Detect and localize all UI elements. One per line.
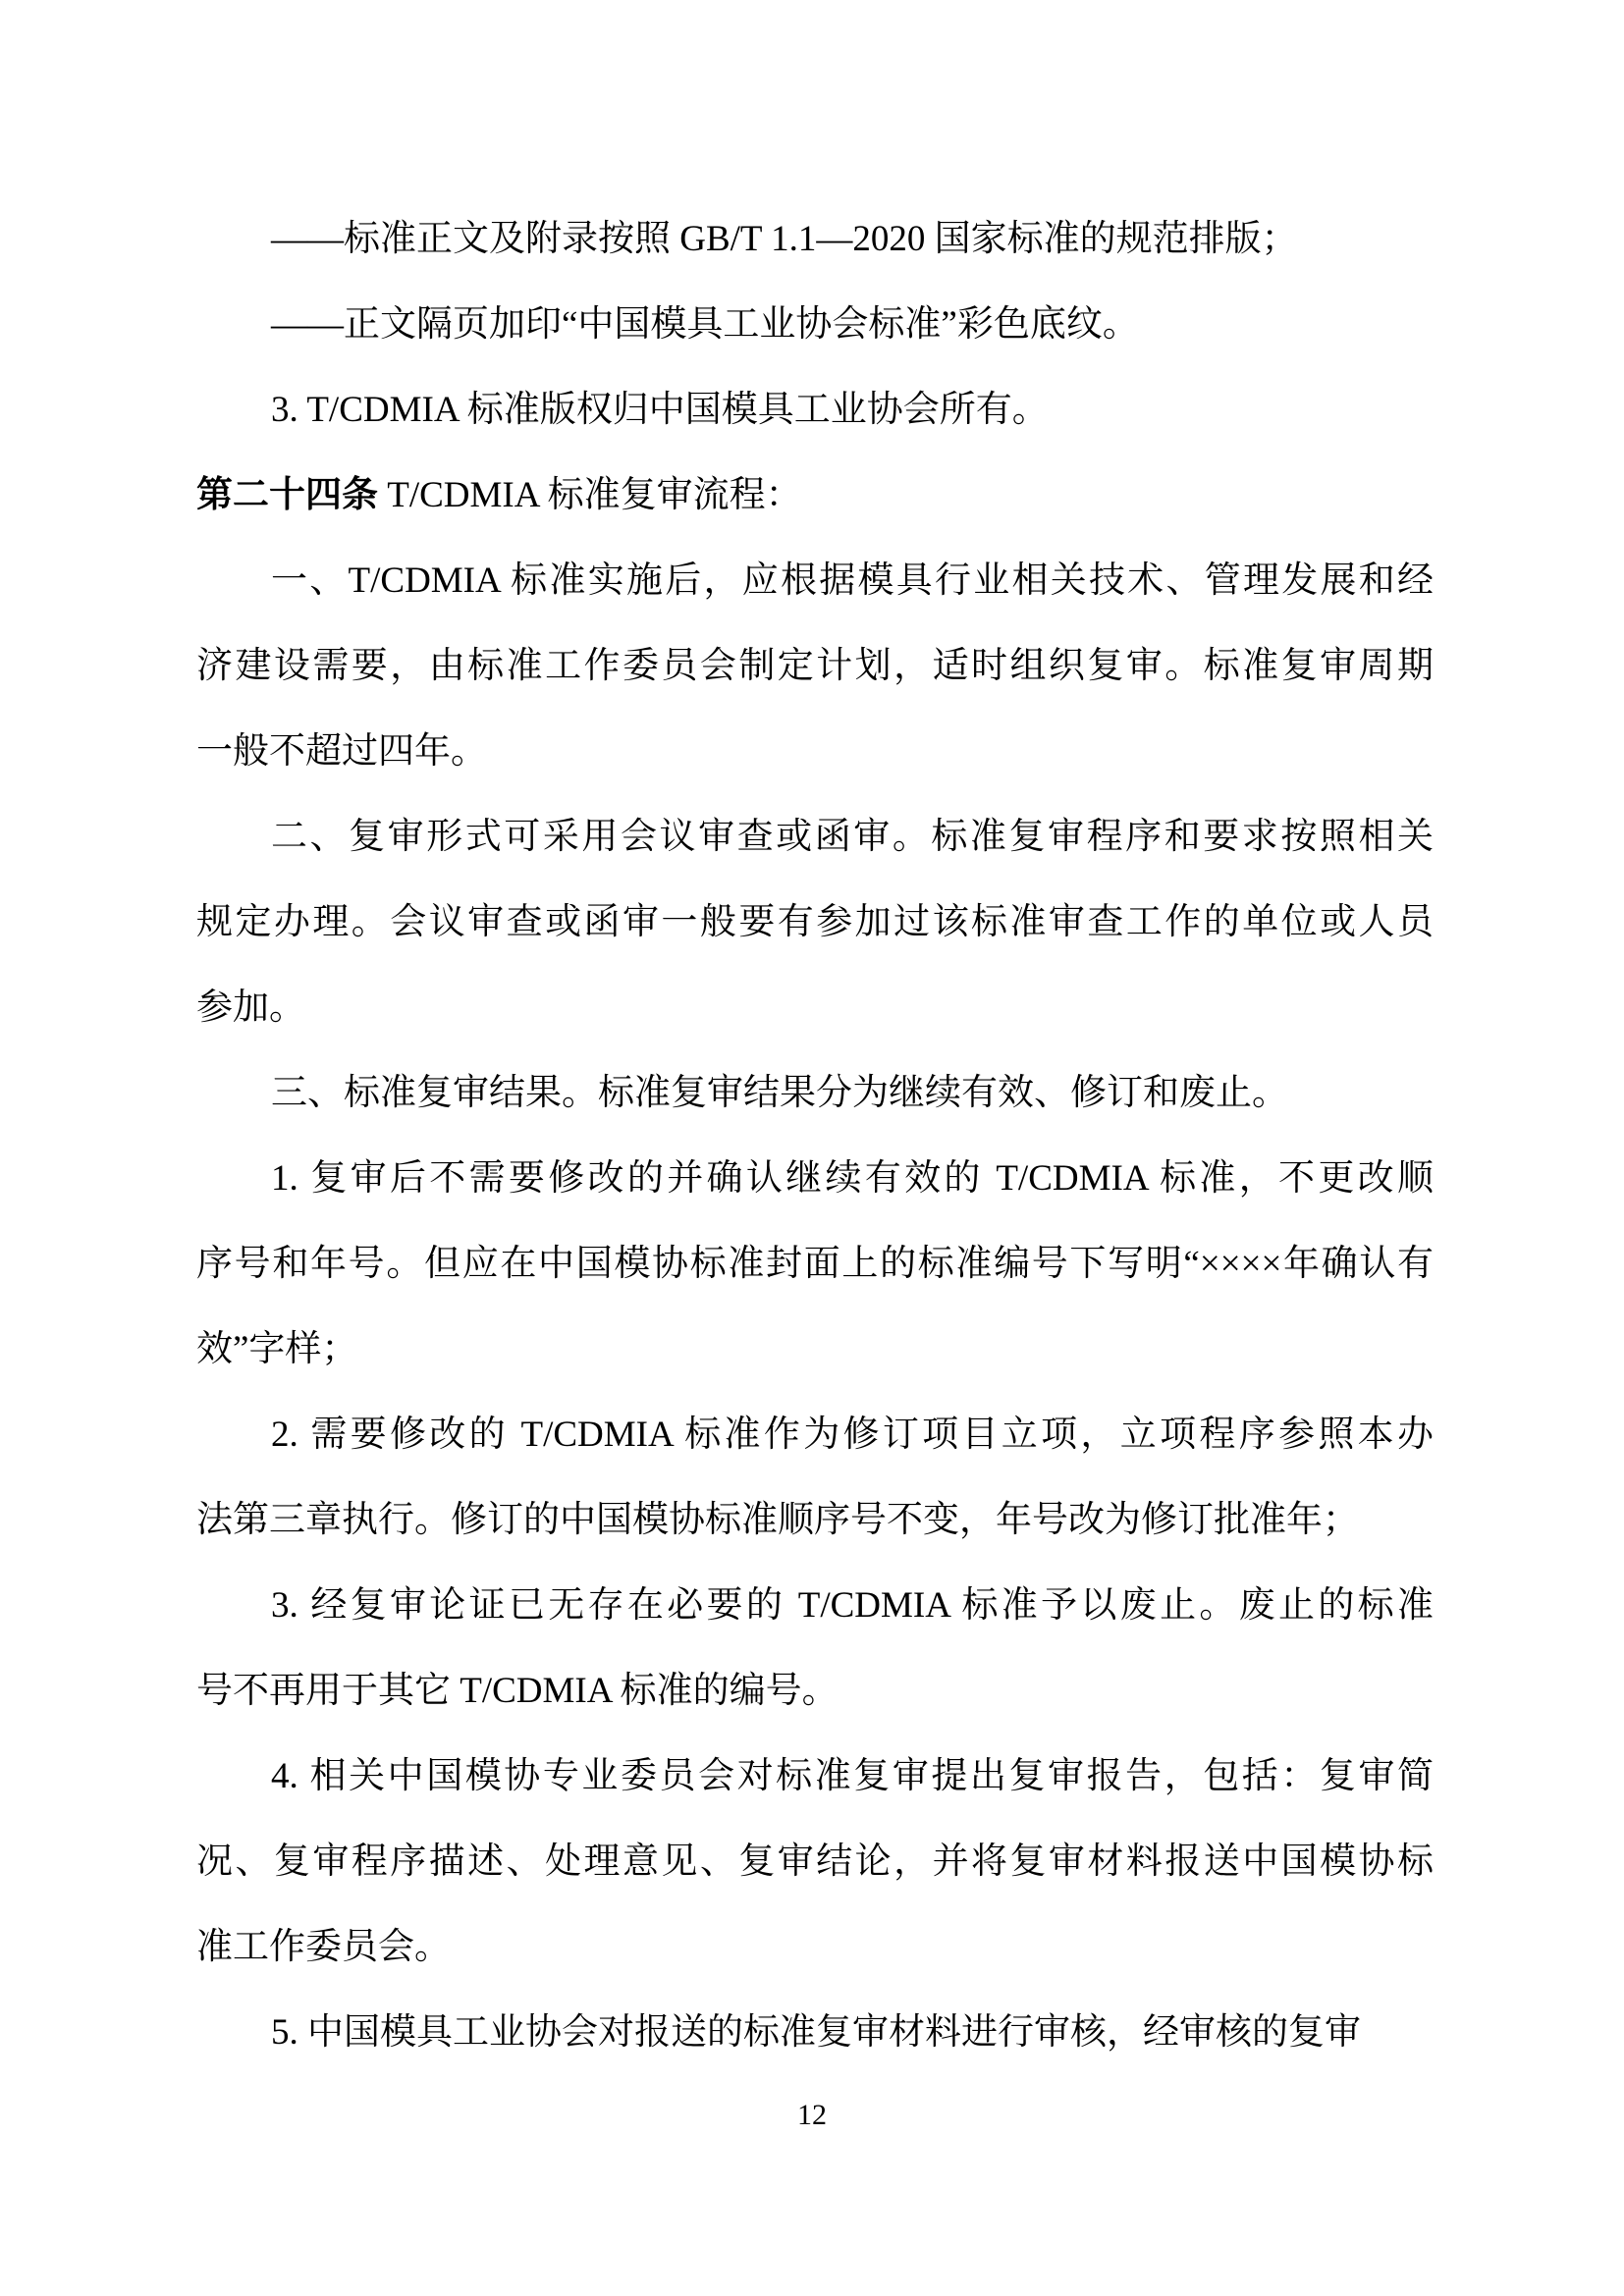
- paragraph-line: ——标准正文及附录按照 GB/T 1.1—2020 国家标准的规范排版；: [271, 219, 1298, 259]
- paragraph-line: 参加。: [196, 988, 305, 1028]
- paragraph-line: 况、复审程序描述、处理意见、复审结论，并将复审材料报送中国模协标: [196, 1842, 1434, 1882]
- article-heading-text: T/CDMIA 标准复审流程：: [378, 475, 802, 515]
- paragraph-line: 3. 经复审论证已无存在必要的 T/CDMIA 标准予以废止。废止的标准: [271, 1585, 1434, 1626]
- paragraph-line: 三、标准复审结果。标准复审结果分为继续有效、修订和废止。: [271, 1073, 1288, 1113]
- article-heading: [196, 453, 1434, 538]
- paragraph-line: 效”字样；: [196, 1329, 358, 1369]
- paragraph-line: 1. 复审后不需要修改的并确认继续有效的 T/CDMIA 标准，不更改顺: [271, 1158, 1434, 1199]
- paragraph-line: 2. 需要修改的 T/CDMIA 标准作为修订项目立项，立项程序参照本办: [271, 1415, 1434, 1455]
- paragraph-line: 济建设需要，由标准工作委员会制定计划，适时组织复审。标准复审周期: [196, 646, 1434, 686]
- paragraph-line: 3. T/CDMIA 标准版权归中国模具工业协会所有。: [271, 390, 1049, 430]
- paragraph-line: 序号和年号。但应在中国模协标准封面上的标准编号下写明“××××年确认有: [196, 1244, 1434, 1284]
- paragraph-line: 4. 相关中国模协专业委员会对标准复审提出复审报告，包括：复审简: [271, 1756, 1434, 1796]
- paragraph-line: 一般不超过四年。: [196, 731, 487, 772]
- paragraph-line: 准工作委员会。: [196, 1927, 451, 1967]
- paragraph-line: 一、T/CDMIA 标准实施后，应根据模具行业相关技术、管理发展和经: [271, 561, 1434, 601]
- article-number: 第二十四条: [196, 475, 378, 515]
- paragraph-line: 法第三章执行。修订的中国模协标准顺序号不变，年号改为修订批准年；: [196, 1500, 1359, 1540]
- page-body: [196, 196, 1434, 2075]
- page-number: 12: [797, 2099, 827, 2131]
- paragraph-line: 号不再用于其它 T/CDMIA 标准的编号。: [196, 1671, 839, 1711]
- paragraph-line: 二、复审形式可采用会议审查或函审。标准复审程序和要求按照相关: [271, 817, 1434, 857]
- paragraph-line: 规定办理。会议审查或函审一般要有参加过该标准审查工作的单位或人员: [196, 902, 1434, 942]
- paragraph-line: 5. 中国模具工业协会对报送的标准复审材料进行审核，经审核的复审: [271, 2012, 1361, 2053]
- paragraph-line: ——正文隔页加印“中国模具工业协会标准”彩色底纹。: [271, 304, 1139, 345]
